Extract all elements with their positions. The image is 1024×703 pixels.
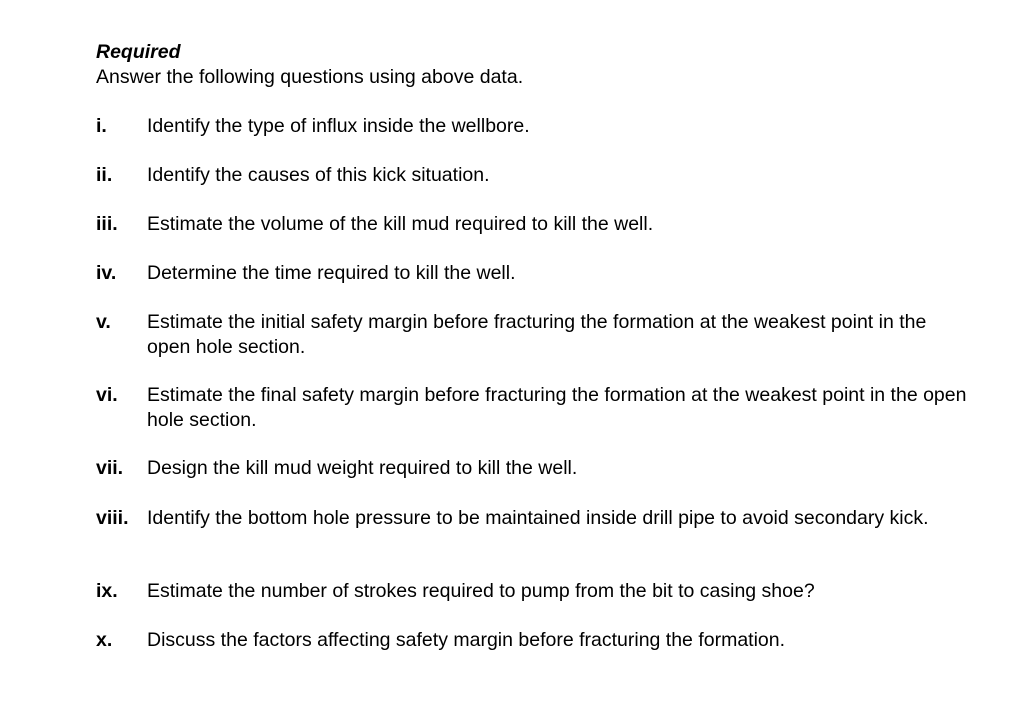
question-text: Identify the causes of this kick situation. xyxy=(147,164,490,186)
question-text: Determine the time required to kill the well. xyxy=(147,262,516,284)
question-text: Estimate the final safety margin before fracturing the formation at the weakest point in the open hole section. xyxy=(147,384,967,431)
question-number: v. xyxy=(96,311,111,333)
question-text: Identify the bottom hole pressure to be maintained inside drill pipe to avoid secondary kick. xyxy=(147,507,929,529)
question-number: ix. xyxy=(96,580,118,602)
question-text: Estimate the number of strokes required to pump from the bit to casing shoe? xyxy=(147,580,815,602)
question-number: x. xyxy=(96,629,113,651)
question-text: Identify the type of influx inside the wellbore. xyxy=(147,115,530,137)
question-number: iii. xyxy=(96,213,118,235)
question-number: i. xyxy=(96,115,107,137)
question-text: Estimate the initial safety margin before fracturing the formation at the weakest point in the open hole section. xyxy=(147,311,927,358)
question-number: iv. xyxy=(96,262,117,284)
section-heading: Required xyxy=(96,41,181,63)
question-text: Design the kill mud weight required to kill the well. xyxy=(147,457,578,479)
question-number: ii. xyxy=(96,164,113,186)
question-number: vi. xyxy=(96,384,118,406)
question-number: vii. xyxy=(96,457,124,479)
question-number: viii. xyxy=(96,507,129,529)
question-text: Estimate the volume of the kill mud required to kill the well. xyxy=(147,213,654,235)
question-text: Discuss the factors affecting safety margin before fracturing the formation. xyxy=(147,629,786,651)
instructions-text: Answer the following questions using above data. xyxy=(96,66,524,88)
